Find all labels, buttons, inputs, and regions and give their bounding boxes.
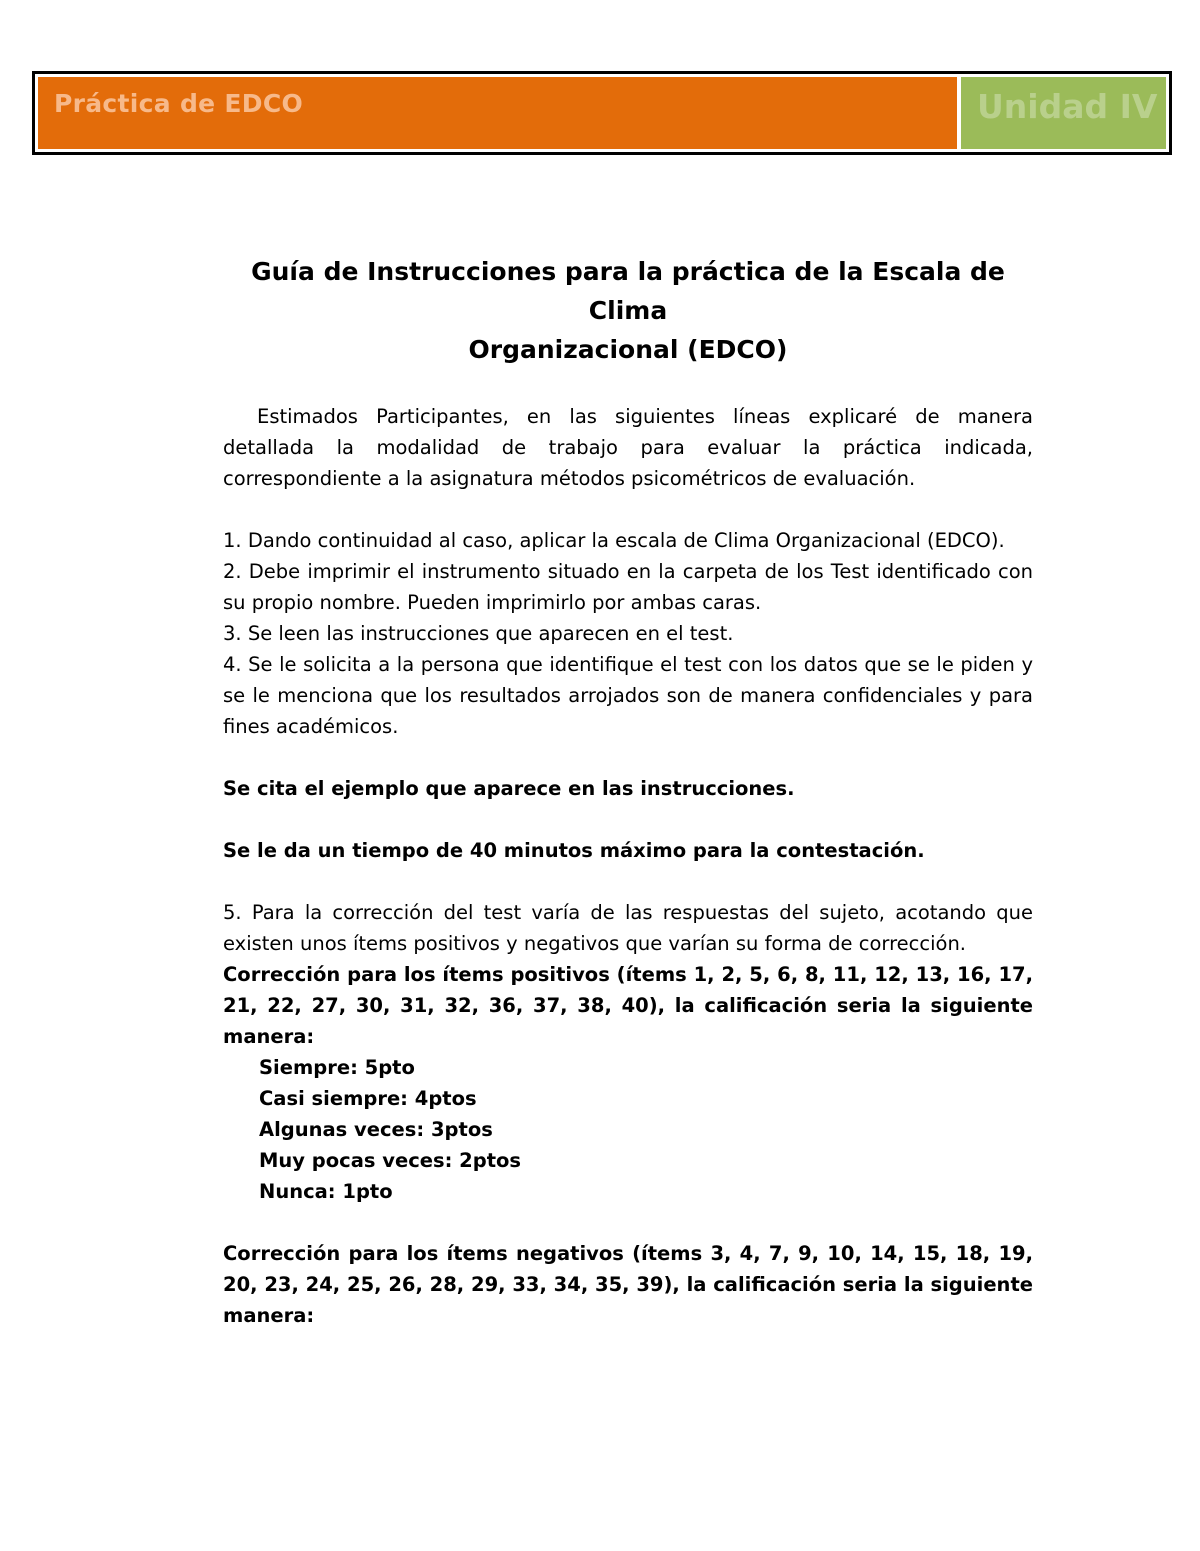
scale-item-always: Siempre: 5pto xyxy=(259,1056,415,1079)
scale-item-rarely: Muy pocas veces: 2ptos xyxy=(259,1149,522,1172)
step-5-text: Para la corrección del test varía de las respuestas del sujeto, acotando que existen unos ítems positivos y negativos que varían su forma de corrección. xyxy=(223,901,1034,955)
step-4 xyxy=(223,649,1033,742)
step-5 xyxy=(223,897,1033,959)
scale-item-sometimes: Algunas veces: 3ptos xyxy=(259,1118,493,1141)
header-right-panel xyxy=(961,77,1166,149)
intro-paragraph: Estimados Participantes, en las siguientes líneas explicaré de manera detallada la modalidad de trabajo para evaluar la práctica indicada, correspondiente a la asignatura métodos psicométricos de evaluación. xyxy=(223,405,1033,490)
header-inner xyxy=(38,77,1166,149)
scoring-scale xyxy=(223,1052,1033,1207)
document-title-line-2: Organizacional (EDCO) xyxy=(468,335,788,364)
header-title: Práctica de EDCO xyxy=(54,89,304,118)
example-note: Se cita el ejemplo que aparece en las instrucciones. xyxy=(223,777,795,800)
header-banner xyxy=(32,71,1172,155)
unit-label: Unidad IV xyxy=(977,87,1158,126)
step-1 xyxy=(223,525,1033,556)
step-5-number: 5. xyxy=(223,901,242,924)
time-note: Se le da un tiempo de 40 minutos máximo para la contestación. xyxy=(223,839,925,862)
scale-item-almost-always: Casi siempre: 4ptos xyxy=(259,1087,477,1110)
document-title xyxy=(223,252,1033,369)
step-2 xyxy=(223,556,1033,618)
step-3 xyxy=(223,618,1033,649)
document-body xyxy=(223,252,1033,1331)
step-1-number: 1. xyxy=(223,529,242,552)
positive-items-heading: Corrección para los ítems positivos (ítems 1, 2, 5, 6, 8, 11, 12, 13, 16, 17, 21, 22, 27, 30, 31, 32, 36, 37, 38, 40), la calificación seria la siguiente manera: xyxy=(223,963,1033,1048)
header-left-panel xyxy=(38,77,957,149)
document-title-line-1: Guía de Instrucciones para la práctica de la Escala de Clima xyxy=(251,257,1005,325)
step-2-number: 2. xyxy=(223,560,242,583)
step-3-text: Se leen las instrucciones que aparecen en el test. xyxy=(247,622,734,645)
scale-item-never: Nunca: 1pto xyxy=(259,1180,393,1203)
negative-items-heading: Corrección para los ítems negativos (ítems 3, 4, 7, 9, 10, 14, 15, 18, 19, 20, 23, 24, 25, 26, 28, 29, 33, 34, 35, 39), la calificación seria la siguiente manera: xyxy=(223,1242,1033,1327)
step-1-text: Dando continuidad al caso, aplicar la escala de Clima Organizacional (EDCO). xyxy=(247,529,1005,552)
step-4-text: Se le solicita a la persona que identifique el test con los datos que se le piden y se le menciona que los resultados arrojados son de manera confidenciales y para fines académicos. xyxy=(223,653,1033,738)
step-3-number: 3. xyxy=(223,622,242,645)
step-2-text: Debe imprimir el instrumento situado en la carpeta de los Test identificado con su propio nombre. Pueden imprimirlo por ambas caras. xyxy=(223,560,1034,614)
step-4-number: 4. xyxy=(223,653,242,676)
